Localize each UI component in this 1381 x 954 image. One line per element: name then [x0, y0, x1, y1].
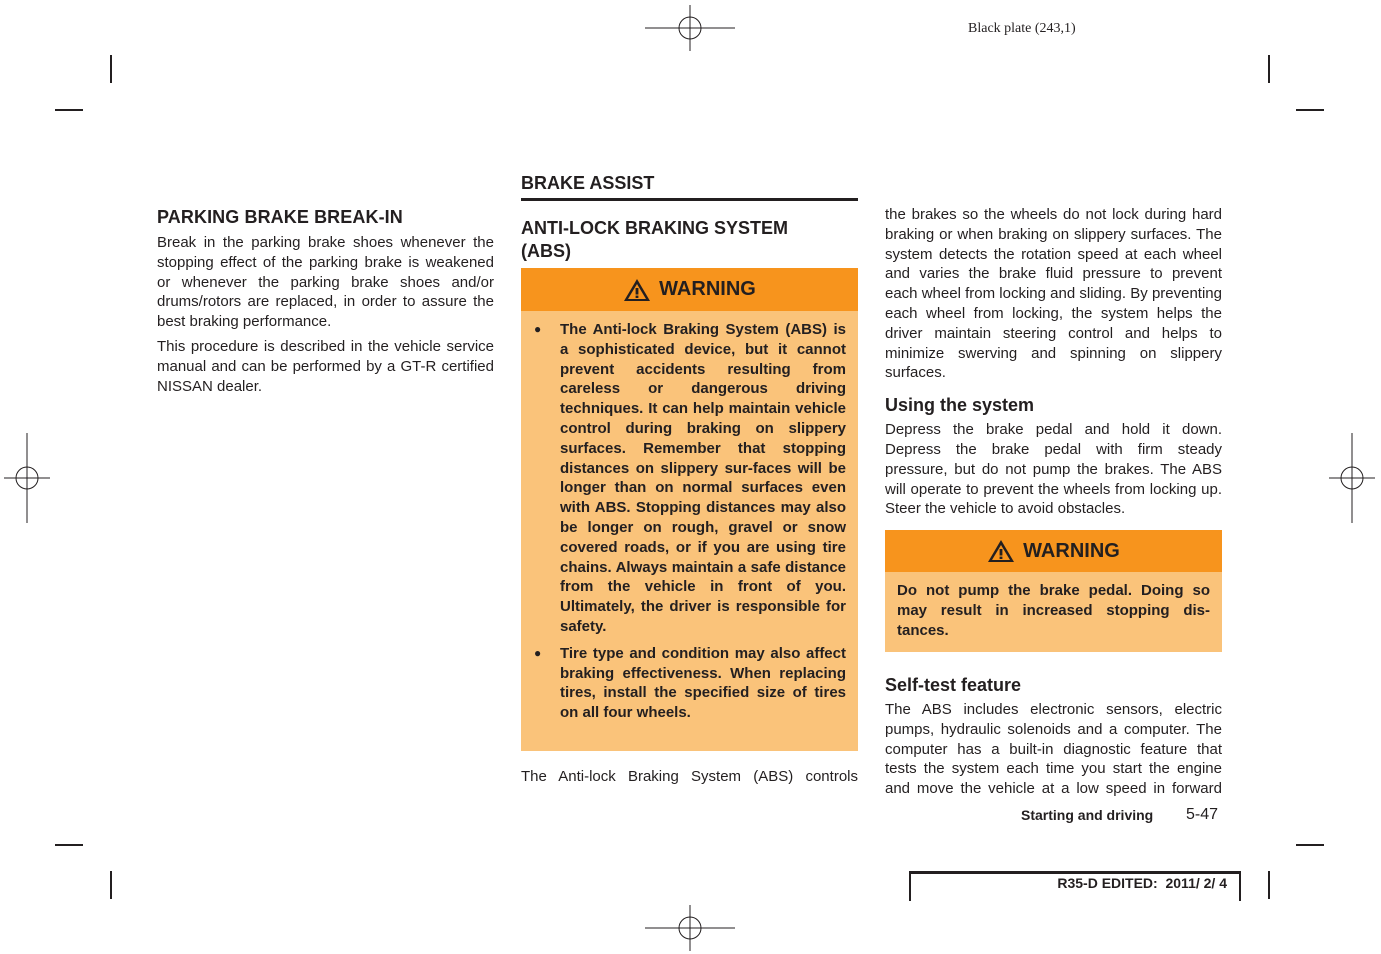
abs-warning-list — [521, 311, 858, 723]
section-rule — [521, 198, 858, 201]
warning-triangle-icon — [987, 539, 1015, 563]
abs-trailing-text: The Anti-lock Braking System (ABS) controls — [521, 768, 858, 785]
brake-assist-section-title: BRAKE ASSIST — [521, 173, 655, 193]
abs-warning-box — [521, 268, 858, 751]
pump-warning-box — [885, 530, 1222, 652]
registration-mark-right — [1329, 433, 1375, 523]
pump-warning-header — [885, 530, 1222, 572]
using-system-paragraph: Depress the brake pedal and hold it down. Depress the brake pedal with firm steady pressure, but do not pump the brakes. The ABS will operate to prevent the wheels from locking up. Steer the vehicle to avoid obstacles. — [885, 421, 1222, 518]
page-number: 5-47 — [1186, 806, 1219, 823]
registration-mark-bottom — [645, 905, 735, 951]
parking-brake-paragraph-1: Break in the parking brake shoes whenever the stopping effect of the parking brake is weakened or whenever the parking brake shoes and/or drums/rotors are replaced, in order to assure the best braking performance. — [157, 234, 494, 331]
pump-warning-text: Do not pump the brake pedal. Doing so may result in increased stopping dis-tances. — [897, 582, 1210, 639]
abs-warning-item: ● The Anti-lock Braking System (ABS) is a sophisticated device, but it cannot prevent accidents resulting from careless or dangerous driving techniques. It can help maintain vehicle control during braking on slippery surfaces. Remember that stopping distances on slippery sur-faces will be longer than on normal surfaces even with ABS. Stopping distances may also be longer on rough, gravel or snow covered roads, or if you are using tire chains. Always maintain a safe distance from the vehicle in front of you. Ultimately, the driver is responsible for safety. — [534, 321, 846, 635]
column-abs-continued — [885, 205, 1222, 519]
edited-stamp: R35-D EDITED: 2011/ 2/ 4 — [1057, 875, 1227, 891]
registration-mark-top — [645, 5, 735, 51]
plate-label: Black plate (243,1) — [968, 21, 1076, 36]
parking-brake-paragraph-2: This procedure is described in the vehicle service manual and can be performed by a GT-R certified NISSAN dealer. — [157, 337, 494, 395]
bullet: ● — [534, 322, 542, 336]
edited-bar — [909, 871, 1241, 901]
self-test-heading: Self-test feature — [885, 675, 1022, 695]
abs-intro-paragraph: the brakes so the wheels do not lock during hard braking or when braking on slippery surfaces. The system detects the rotation speed at each wheel and varies the brake fluid pressure to prevent each wheel from locking and sliding. By preventing each wheel from locking, the system helps the driver maintain steering control and helps to minimize swerving and spinning on slippery surfaces. — [885, 206, 1222, 382]
abs-warning-label: WARNING — [659, 278, 756, 300]
column-self-test — [885, 674, 1222, 799]
parking-brake-heading: PARKING BRAKE BREAK-IN — [157, 207, 403, 227]
pump-warning-label: WARNING — [1023, 539, 1120, 562]
self-test-paragraph: The ABS includes electronic sensors, electric pumps, hydraulic solenoids and a computer. The computer has a built-in diagnostic feature that tests the system each time you start the engine and move the vehicle at a low speed in forward — [885, 701, 1222, 798]
using-system-heading: Using the system — [885, 395, 1035, 416]
footer-section-label: Starting and driving — [1021, 807, 1154, 823]
abs-warning-item: ● Tire type and condition may also affect braking effectiveness. When replacing tires, install the specified size of tires on all four wheels. — [534, 644, 846, 722]
column-parking-brake — [157, 206, 494, 396]
bullet: ● — [534, 645, 542, 660]
registration-mark-left — [4, 433, 50, 523]
warning-triangle-icon — [623, 278, 651, 302]
abs-heading: ANTI-LOCK BRAKING SYSTEM (ABS) — [521, 218, 788, 261]
column-brake-assist — [521, 172, 858, 263]
abs-warning-header — [521, 268, 858, 311]
